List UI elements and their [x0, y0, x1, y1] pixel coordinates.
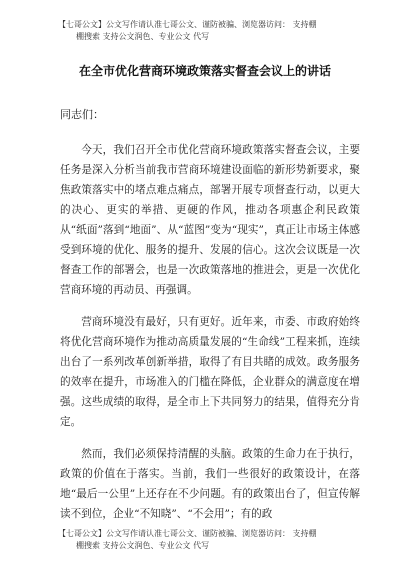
paragraph-1: 今天，我们召开全市优化营商环境政策落实督查会议，主要任务是深入分析当前我市营商环境建设面临的新形势新要求，聚焦政策落实中的堵点难点痛点，部署开展专项督查行动，以更大的决心、更实的举措、更硬的作风，推动各项惠企利民政策从“纸面”落到“地面”、从“蓝图”变为“现实”，真正让市场主体感受到环境的优化、服务的提升、发展的信心。这次会议既是一次督查工作的部署会，也是一次政策落地的推进会，更是一次优化营商环境的再动员、再强调。 — [60, 144, 360, 296]
paragraph-3: 然而，我们必须保持清醒的头脑。政策的生命力在于执行，政策的价值在于落实。当前，我们一些很好的政策设计，在落地“最后一公里”上还存在不少问题。有的政策出台了，但宣传解读不到位，企业“不知晓”、“不会用”；有的政 — [60, 448, 360, 520]
document-title: 在全市优化营商环境政策落实督查会议上的讲话 — [78, 64, 331, 78]
header-note-line-1: 【七哥公文】公文写作请认准七哥公文、谨防被骗、浏览器访问： 支持棚 — [58, 20, 317, 29]
paragraph-2: 营商环境没有最好，只有更好。近年来，市委、市政府始终将优化营商环境作为推动高质量发展的“生命线”工程来抓，连续出台了一系列改革创新举措，取得了有目共睹的成效。政务服务的效率在提升，市场准入的门槛在降低，企业群众的满意度在增强。这些成绩的取得，是全市上下共同努力的结果，值得充分肯定。 — [60, 316, 360, 428]
footer-note-line-1: 【七哥公文】公文写作请认准七哥公文、谨防被骗、浏览器访问： 支持棚 — [58, 529, 317, 538]
header-note-line-2: 棚搜索 支持公文润色、专业公文 代写 — [76, 32, 210, 41]
footer-note-line-2: 棚搜索 支持公文润色、专业公文 代写 — [76, 541, 210, 550]
header-watermark-note — [58, 19, 358, 43]
document-body — [60, 140, 360, 536]
footer-watermark-note — [58, 528, 358, 552]
salutation: 同志们： — [60, 108, 104, 121]
